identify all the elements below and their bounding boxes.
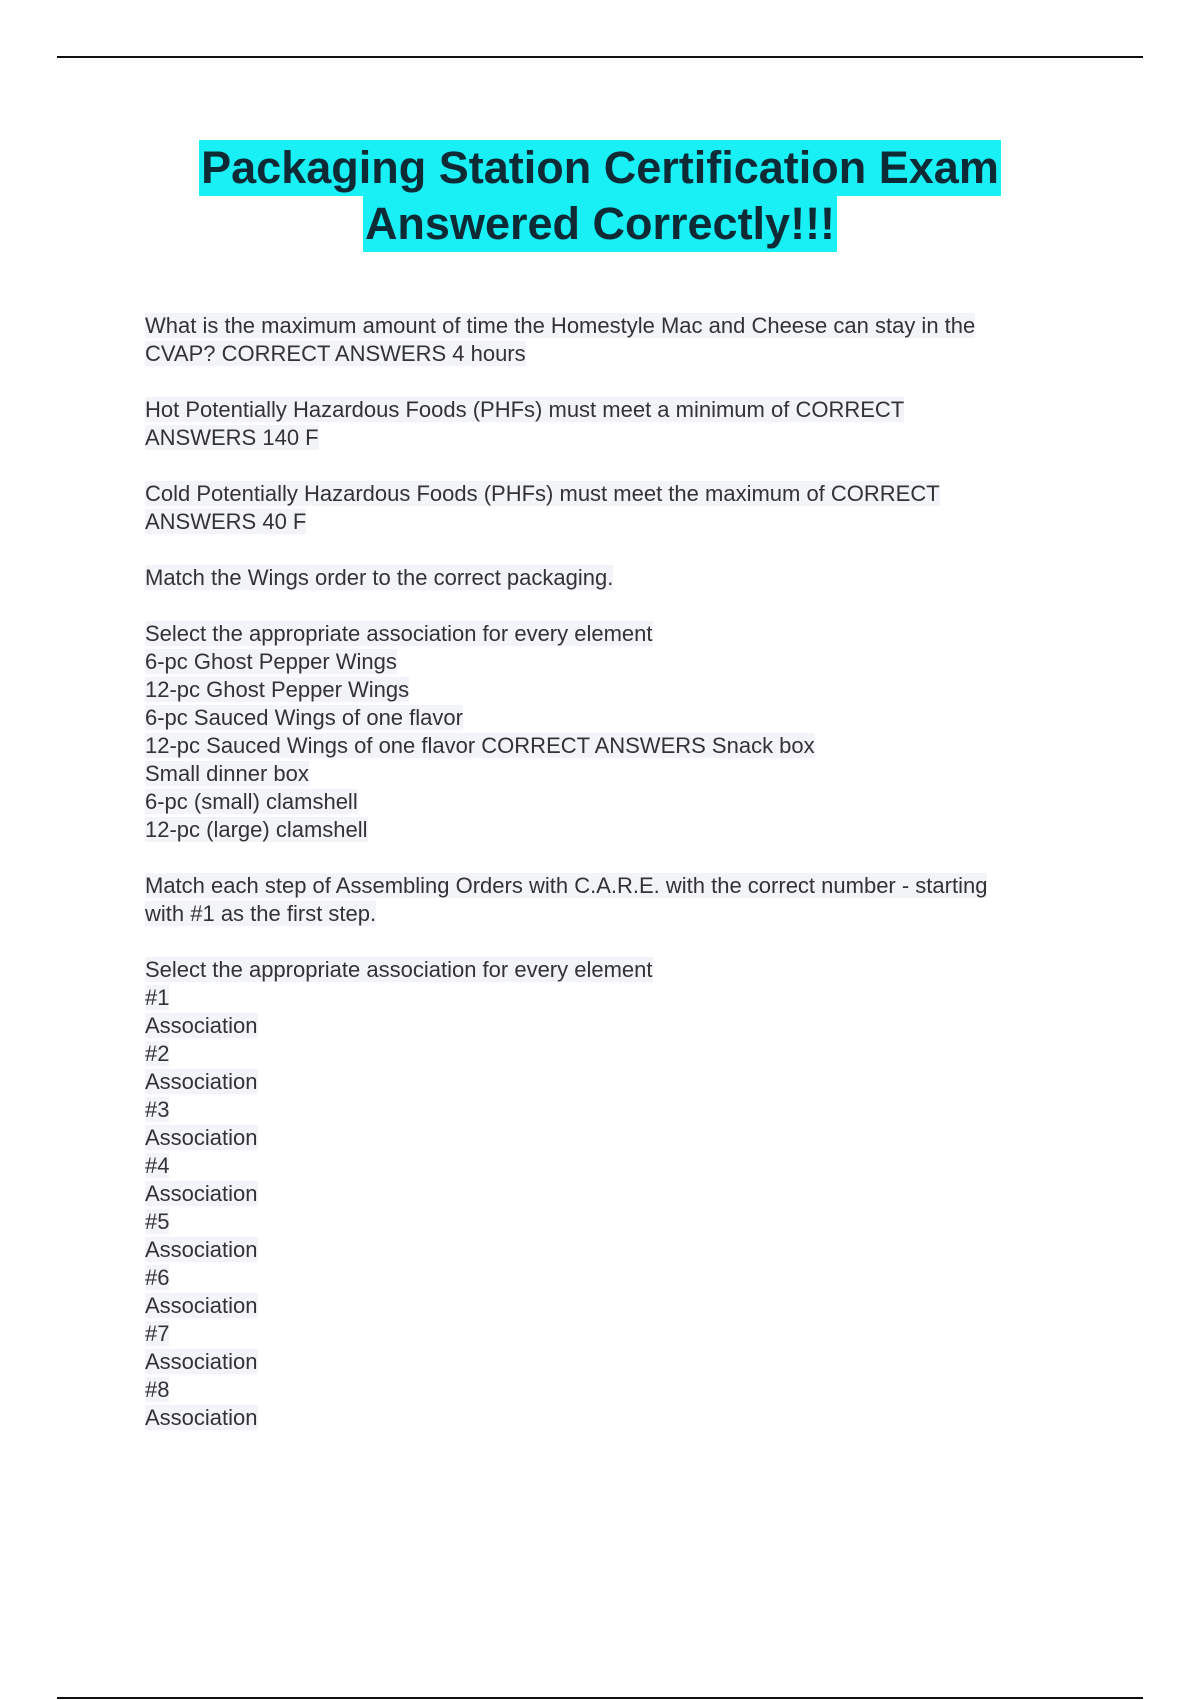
text-line: Cold Potentially Hazardous Foods (PHFs) must meet the maximum of CORRECT — [145, 481, 940, 506]
line-wrapper — [145, 1012, 1085, 1040]
line-wrapper — [145, 704, 1085, 732]
line-wrapper — [145, 1096, 1085, 1124]
text-line: Select the appropriate association for every element — [145, 957, 653, 982]
line-wrapper — [145, 564, 1085, 592]
line-wrapper — [145, 788, 1085, 816]
line-wrapper — [145, 1404, 1085, 1432]
line-wrapper — [145, 1236, 1085, 1264]
qa-block — [145, 396, 1085, 452]
text-line: Match each step of Assembling Orders with C.A.R.E. with the correct number - starting — [145, 873, 988, 898]
line-wrapper — [145, 1292, 1085, 1320]
line-wrapper — [145, 956, 1085, 984]
line-wrapper — [145, 1376, 1085, 1404]
line-wrapper — [145, 760, 1085, 788]
line-wrapper — [145, 312, 1085, 340]
line-wrapper — [145, 396, 1085, 424]
text-line: #2 — [145, 1041, 170, 1066]
text-line: Small dinner box — [145, 761, 309, 786]
document-body — [145, 312, 1085, 1460]
text-line: Association — [145, 1349, 258, 1374]
line-wrapper — [145, 1208, 1085, 1236]
qa-block — [145, 620, 1085, 844]
text-line: Hot Potentially Hazardous Foods (PHFs) must meet a minimum of CORRECT — [145, 397, 905, 422]
text-line: Association — [145, 1237, 258, 1262]
line-wrapper — [145, 1320, 1085, 1348]
line-wrapper — [145, 732, 1085, 760]
line-wrapper — [145, 1068, 1085, 1096]
qa-block — [145, 956, 1085, 1432]
document-title — [0, 140, 1200, 252]
qa-block — [145, 480, 1085, 536]
text-line: 12-pc Ghost Pepper Wings — [145, 677, 410, 702]
text-line: Association — [145, 1125, 258, 1150]
line-wrapper — [145, 620, 1085, 648]
text-line: Association — [145, 1181, 258, 1206]
line-wrapper — [145, 1124, 1085, 1152]
text-line: Association — [145, 1013, 258, 1038]
text-line: Association — [145, 1293, 258, 1318]
text-line: 12-pc (large) clamshell — [145, 817, 368, 842]
text-line: Association — [145, 1069, 258, 1094]
bottom-rule — [57, 1697, 1143, 1699]
text-line: #6 — [145, 1265, 170, 1290]
line-wrapper — [145, 984, 1085, 1012]
text-line: #7 — [145, 1321, 170, 1346]
text-line: 6-pc Sauced Wings of one flavor — [145, 705, 463, 730]
line-wrapper — [145, 480, 1085, 508]
line-wrapper — [145, 1348, 1085, 1376]
line-wrapper — [145, 508, 1085, 536]
title-line-2: Answered Correctly!!! — [363, 196, 837, 252]
text-line: with #1 as the first step. — [145, 901, 377, 926]
line-wrapper — [145, 1152, 1085, 1180]
text-line: What is the maximum amount of time the Homestyle Mac and Cheese can stay in the — [145, 313, 976, 338]
text-line: Select the appropriate association for every element — [145, 621, 653, 646]
line-wrapper — [145, 1264, 1085, 1292]
text-line: ANSWERS 140 F — [145, 425, 319, 450]
text-line: #1 — [145, 985, 170, 1010]
qa-block — [145, 564, 1085, 592]
text-line: #8 — [145, 1377, 170, 1402]
line-wrapper — [145, 1180, 1085, 1208]
text-line: Match the Wings order to the correct packaging. — [145, 565, 614, 590]
title-line-1: Packaging Station Certification Exam — [199, 140, 1001, 196]
text-line: 12-pc Sauced Wings of one flavor CORRECT ANSWERS Snack box — [145, 733, 815, 758]
text-line: 6-pc Ghost Pepper Wings — [145, 649, 397, 674]
top-rule — [57, 56, 1143, 58]
text-line: ANSWERS 40 F — [145, 509, 307, 534]
line-wrapper — [145, 676, 1085, 704]
line-wrapper — [145, 340, 1085, 368]
line-wrapper — [145, 816, 1085, 844]
text-line: #3 — [145, 1097, 170, 1122]
line-wrapper — [145, 1040, 1085, 1068]
qa-block — [145, 312, 1085, 368]
line-wrapper — [145, 872, 1085, 900]
qa-block — [145, 872, 1085, 928]
line-wrapper — [145, 424, 1085, 452]
text-line: CVAP? CORRECT ANSWERS 4 hours — [145, 341, 526, 366]
line-wrapper — [145, 900, 1085, 928]
text-line: Association — [145, 1405, 258, 1430]
text-line: #4 — [145, 1153, 170, 1178]
text-line: 6-pc (small) clamshell — [145, 789, 358, 814]
text-line: #5 — [145, 1209, 170, 1234]
line-wrapper — [145, 648, 1085, 676]
